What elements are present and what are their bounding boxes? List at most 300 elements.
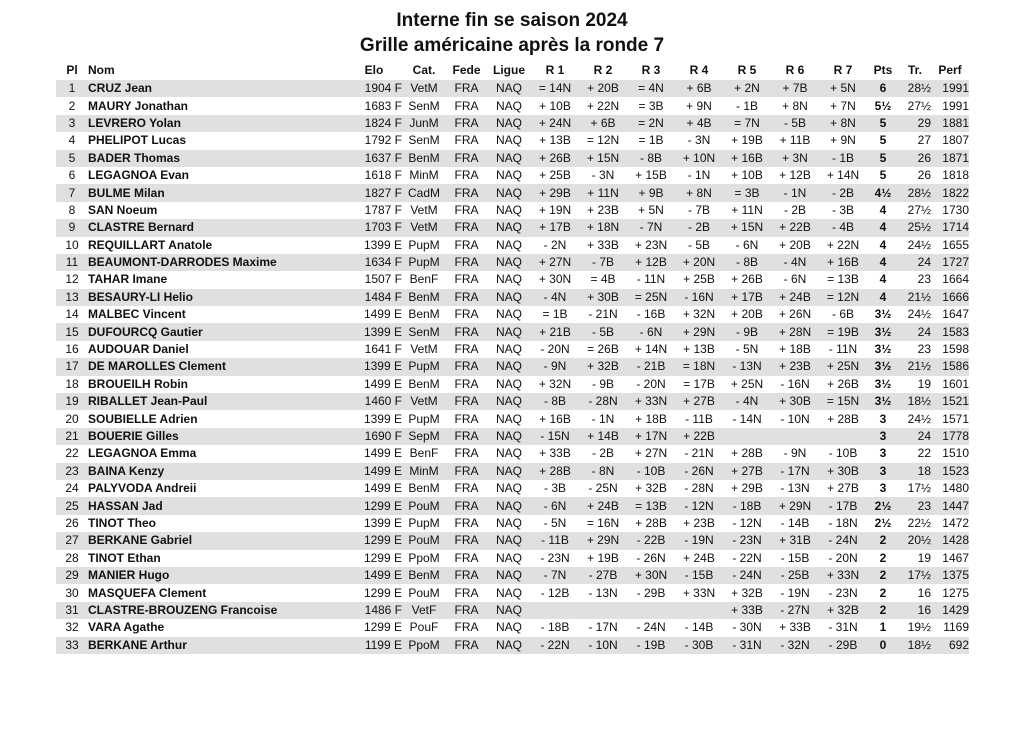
cell-nom: LEVRERO Yolan <box>88 115 346 132</box>
cell-r1: + 27N <box>531 254 579 271</box>
cell-fede: FRA <box>446 497 487 514</box>
cell-r3: = 25N <box>627 289 675 306</box>
cell-r7: + 26B <box>827 376 859 391</box>
cell-cat: VetM <box>410 202 438 217</box>
cell-r1: - 12B <box>540 585 570 600</box>
cell-r6: - 19N <box>780 585 810 600</box>
cell-r5: + 29B <box>731 481 763 496</box>
table-row <box>56 428 969 445</box>
cell-pts: 4 <box>867 289 899 306</box>
cell-r6: + 18B <box>779 342 811 357</box>
cell-r6: - 13N <box>780 481 810 496</box>
cell-r4: + 6B <box>675 80 723 97</box>
cell-fede: FRA <box>446 254 487 271</box>
cell-cat: PupM <box>408 411 440 426</box>
cell-elo: 1399 E <box>363 515 402 530</box>
cell-ligue: NAQ <box>487 254 531 271</box>
cell-r7: = 19B <box>819 323 867 340</box>
cell-pts: 4 <box>879 272 887 287</box>
header-r4: R 4 <box>689 63 709 77</box>
table-row <box>56 637 969 654</box>
cell-r3: - 6N <box>627 323 675 340</box>
cell-r3: - 11N <box>636 272 666 287</box>
cell-pts: 0 <box>867 637 899 654</box>
cell-elo: 1792 F <box>364 133 402 148</box>
cell-ligue: NAQ <box>487 428 531 445</box>
cell-r2: + 29N <box>579 532 627 549</box>
cell-ligue: NAQ <box>487 358 531 375</box>
header-pl: Pl <box>66 63 78 77</box>
cell-nom: PALYVODA Andreii <box>88 481 197 496</box>
cell-fede: FRA <box>454 98 479 113</box>
cell-ligue: NAQ <box>495 237 522 252</box>
cell-fede: FRA <box>454 481 479 496</box>
cell-r6: - 16N <box>780 376 810 391</box>
cell-cat: PpoM <box>408 550 440 565</box>
cell-nom: CLASTRE Bernard <box>88 219 346 236</box>
cell-pl: 9 <box>56 219 88 236</box>
cell-perf: 1991 <box>931 80 969 97</box>
cell-elo: 1484 F <box>346 289 402 306</box>
cell-r6: + 28N <box>771 323 819 340</box>
cell-pts: 3 <box>879 446 887 461</box>
cell-r5: - 23N <box>723 532 771 549</box>
cell-tr: 23 <box>917 342 931 357</box>
cell-nom: BULME Milan <box>88 184 346 201</box>
cell-cat: VetM <box>402 80 446 97</box>
cell-r1: + 33B <box>539 446 571 461</box>
cell-r5: - 1B <box>735 98 758 113</box>
cell-r5: - 14N <box>732 411 762 426</box>
cell-r3: - 19B <box>627 637 675 654</box>
cell-ligue: NAQ <box>487 184 531 201</box>
cell-nom: BERKANE Arthur <box>88 637 346 654</box>
cell-perf: 1714 <box>931 219 969 236</box>
cell-perf: 1523 <box>931 463 969 480</box>
cell-pts: 1 <box>879 620 887 635</box>
cell-pl: 24 <box>65 481 79 496</box>
cell-pts: 5 <box>867 150 899 167</box>
cell-r4: + 24B <box>683 550 715 565</box>
cell-elo: 1499 E <box>363 446 402 461</box>
cell-r3: - 21B <box>627 358 675 375</box>
cell-r2: - 9B <box>591 376 614 391</box>
cell-pl: 5 <box>56 150 88 167</box>
cell-pl: 16 <box>65 342 79 357</box>
cell-r6: - 15B <box>780 550 810 565</box>
cell-pl: 19 <box>56 393 88 410</box>
cell-ligue: NAQ <box>487 532 531 549</box>
cell-ligue: NAQ <box>487 463 531 480</box>
cell-pl: 21 <box>56 428 88 445</box>
cell-perf: 1822 <box>931 184 969 201</box>
cell-nom: DUFOURCQ Gautier <box>88 323 346 340</box>
cell-r3: + 5N <box>638 202 664 217</box>
table-row <box>56 515 969 532</box>
cell-tr: 19½ <box>907 620 931 635</box>
cell-r6: + 23B <box>771 358 819 375</box>
cell-r4: + 29N <box>675 323 723 340</box>
cell-r7: + 8N <box>819 115 867 132</box>
cell-perf: 1598 <box>942 342 969 357</box>
cell-r5: - 31N <box>723 637 771 654</box>
cell-r7: + 14N <box>826 168 860 183</box>
cell-r4 <box>675 602 723 619</box>
cell-tr: 16 <box>899 602 931 619</box>
table-row <box>56 323 969 340</box>
cell-r4: + 22B <box>675 428 723 445</box>
table-row <box>56 184 969 201</box>
cell-nom: AUDOUAR Daniel <box>88 342 189 357</box>
table-row <box>56 80 969 97</box>
cell-r3: = 1B <box>638 133 664 148</box>
cell-perf: 1727 <box>931 254 969 271</box>
cell-r1: - 22N <box>531 637 579 654</box>
cell-r4: + 25B <box>683 272 715 287</box>
cell-tr: 16 <box>917 585 931 600</box>
cell-r5: - 13N <box>723 358 771 375</box>
cell-nom: BADER Thomas <box>88 150 346 167</box>
cell-nom: MASQUEFA Clement <box>88 585 207 600</box>
cell-r4: + 33N <box>682 585 716 600</box>
cell-r5: - 12N <box>732 515 762 530</box>
cell-perf: 1778 <box>931 428 969 445</box>
cell-tr: 24½ <box>907 411 931 426</box>
cell-r2: + 19B <box>587 550 619 565</box>
cell-r1: + 28B <box>531 463 579 480</box>
header-r2: R 2 <box>593 63 613 77</box>
cell-r3: + 30N <box>627 567 675 584</box>
cell-r4: + 32N <box>682 307 716 322</box>
cell-r3: - 16B <box>636 307 666 322</box>
cell-r3: = 2N <box>627 115 675 132</box>
cell-pl: 22 <box>65 446 79 461</box>
header-elo: Elo <box>364 63 384 77</box>
table-row <box>56 289 969 306</box>
cell-r6: - 6N <box>783 272 807 287</box>
cell-perf: 692 <box>931 637 969 654</box>
cell-pl: 4 <box>68 133 76 148</box>
cell-fede: FRA <box>446 115 487 132</box>
table-row <box>56 115 969 132</box>
cell-r7: + 22N <box>826 237 860 252</box>
cell-pts: 3½ <box>867 358 899 375</box>
cell-r3: = 4N <box>627 80 675 97</box>
cell-r1: + 25B <box>539 168 571 183</box>
cell-pts: 4 <box>879 237 887 252</box>
cell-cat: JunM <box>402 115 446 132</box>
cell-cat: PouF <box>409 620 439 635</box>
header-r6: R 6 <box>785 63 805 77</box>
cell-tr: 26 <box>917 168 931 183</box>
cell-pts: 2½ <box>867 497 899 514</box>
cell-elo: 1683 F <box>364 98 402 113</box>
cell-r1: - 18B <box>540 620 570 635</box>
cell-tr: 23 <box>899 497 931 514</box>
table-row <box>56 97 969 114</box>
cell-fede: FRA <box>454 342 479 357</box>
cell-r1: - 2N <box>543 237 567 252</box>
cell-ligue: NAQ <box>487 219 531 236</box>
cell-r1: + 10B <box>539 98 571 113</box>
cell-fede: FRA <box>454 446 479 461</box>
cell-ligue: NAQ <box>495 481 522 496</box>
cell-r4: + 4B <box>675 115 723 132</box>
cell-r1: - 15N <box>531 428 579 445</box>
table-row <box>56 341 969 358</box>
cell-ligue: NAQ <box>495 272 522 287</box>
cell-r1 <box>531 602 579 619</box>
cell-elo: 1460 F <box>346 393 402 410</box>
cell-pl: 1 <box>56 80 88 97</box>
cell-nom: BERKANE Gabriel <box>88 532 346 549</box>
cell-perf: 1571 <box>942 411 969 426</box>
cell-fede: FRA <box>446 463 487 480</box>
cell-r6: - 17N <box>771 463 819 480</box>
table-row <box>56 393 969 410</box>
cell-cat: CadM <box>402 184 446 201</box>
cell-r2: - 2B <box>591 446 614 461</box>
cell-fede: FRA <box>454 272 479 287</box>
cell-nom: BESAURY-LI Helio <box>88 289 346 306</box>
cell-r2: - 5B <box>579 323 627 340</box>
cell-elo: 1499 E <box>363 307 402 322</box>
header-cat: Cat. <box>412 63 436 77</box>
header-tr: Tr. <box>907 63 922 77</box>
cell-r7: - 20N <box>828 550 858 565</box>
cell-r4: + 10N <box>675 150 723 167</box>
cell-ligue: NAQ <box>487 289 531 306</box>
cell-r4: - 26N <box>675 463 723 480</box>
cell-elo: 1641 F <box>364 342 402 357</box>
cell-r2: + 15N <box>579 150 627 167</box>
header-r5: R 5 <box>737 63 757 77</box>
cell-elo: 1299 E <box>363 550 402 565</box>
cell-r6: + 11B <box>779 133 811 148</box>
cell-fede: FRA <box>454 515 479 530</box>
cell-r7: - 6B <box>831 307 854 322</box>
cell-tr: 21½ <box>899 358 931 375</box>
cell-pl: 15 <box>56 323 88 340</box>
standings-table <box>56 60 969 654</box>
cell-perf: 1666 <box>931 289 969 306</box>
cell-elo: 1499 E <box>346 463 402 480</box>
cell-r2: - 13N <box>588 585 618 600</box>
cell-perf: 1991 <box>942 98 969 113</box>
cell-perf: 1818 <box>942 168 969 183</box>
cell-cat: BenM <box>408 376 440 391</box>
cell-r6: - 9N <box>783 446 807 461</box>
cell-r3: + 9B <box>627 184 675 201</box>
cell-elo: 1637 F <box>346 150 402 167</box>
cell-r6: + 30B <box>771 393 819 410</box>
cell-r7: + 5N <box>819 80 867 97</box>
cell-r1: - 23N <box>540 550 570 565</box>
cell-pts: 5½ <box>874 98 892 113</box>
cell-fede: FRA <box>454 585 479 600</box>
cell-ligue: NAQ <box>495 307 522 322</box>
cell-r7: - 3B <box>831 202 854 217</box>
cell-perf: 1586 <box>931 358 969 375</box>
cell-pl: 17 <box>56 358 88 375</box>
cell-r6: - 5B <box>771 115 819 132</box>
cell-r1: + 24N <box>531 115 579 132</box>
cell-tr: 27½ <box>907 98 931 113</box>
cell-r5: + 10B <box>731 168 763 183</box>
table-row <box>56 167 969 184</box>
cell-nom: TAHAR Imane <box>88 272 168 287</box>
cell-pl: 28 <box>65 550 79 565</box>
cell-r3: + 12B <box>627 254 675 271</box>
cell-r7: = 12N <box>819 289 867 306</box>
header-pts: Pts <box>873 63 893 77</box>
table-row <box>56 602 969 619</box>
cell-r4: - 5B <box>687 237 710 252</box>
cell-r7: - 1B <box>819 150 867 167</box>
cell-pl: 25 <box>56 497 88 514</box>
cell-cat: SenM <box>402 323 446 340</box>
cell-cat: PupM <box>402 254 446 271</box>
cell-r3: + 14N <box>634 342 668 357</box>
cell-r1: = 14N <box>531 80 579 97</box>
cell-fede: FRA <box>446 428 487 445</box>
cell-cat: PupM <box>408 237 440 252</box>
cell-r1: + 17B <box>531 219 579 236</box>
cell-r3: + 23N <box>634 237 668 252</box>
cell-tr: 24½ <box>907 307 931 322</box>
cell-ligue: NAQ <box>495 585 522 600</box>
cell-elo: 1499 E <box>346 567 402 584</box>
header-row <box>56 60 969 80</box>
cell-elo: 1399 E <box>363 237 402 252</box>
cell-r5: + 15N <box>723 219 771 236</box>
cell-fede: FRA <box>446 637 487 654</box>
cell-nom: SOUBIELLE Adrien <box>88 411 198 426</box>
cell-nom: MALBEC Vincent <box>88 307 186 322</box>
cell-r2: - 10N <box>579 637 627 654</box>
cell-r1: + 30N <box>538 272 572 287</box>
table-row <box>56 567 969 584</box>
cell-r6: + 29N <box>771 497 819 514</box>
cell-ligue: NAQ <box>495 202 522 217</box>
cell-r7: + 32B <box>819 602 867 619</box>
cell-r5: + 16B <box>723 150 771 167</box>
cell-r4: - 2B <box>675 219 723 236</box>
cell-ligue: NAQ <box>487 602 531 619</box>
cell-perf: 1881 <box>931 115 969 132</box>
cell-cat: VetM <box>410 342 438 357</box>
cell-r2: - 21N <box>588 307 618 322</box>
header-fede: Fede <box>452 63 481 77</box>
cell-r7: - 31N <box>828 620 858 635</box>
cell-pl: 29 <box>56 567 88 584</box>
cell-r7: - 23N <box>828 585 858 600</box>
cell-r2: + 14B <box>579 428 627 445</box>
cell-r3: + 18B <box>635 411 667 426</box>
cell-perf: 1664 <box>942 272 969 287</box>
cell-r4: + 27B <box>675 393 723 410</box>
cell-r7: + 33N <box>819 567 867 584</box>
cell-pts: 4 <box>867 219 899 236</box>
cell-perf: 1807 <box>942 133 969 148</box>
cell-tr: 18½ <box>899 637 931 654</box>
cell-r2: + 33B <box>587 237 619 252</box>
cell-nom: REQUILLART Anatole <box>88 237 213 252</box>
cell-r7: - 17B <box>819 497 867 514</box>
cell-r6: + 7B <box>771 80 819 97</box>
cell-tr: 25½ <box>899 219 931 236</box>
cell-r5: - 18B <box>723 497 771 514</box>
table-row <box>56 497 969 514</box>
cell-r3: + 17N <box>627 428 675 445</box>
cell-r1: - 5N <box>543 515 567 530</box>
cell-r4: - 1N <box>687 168 711 183</box>
cell-cat: PouM <box>402 497 446 514</box>
cell-fede: FRA <box>446 80 487 97</box>
cell-r2: + 6B <box>579 115 627 132</box>
header-ligue: Ligue <box>493 63 525 77</box>
cell-pl: 27 <box>56 532 88 549</box>
cell-cat: BenF <box>409 272 439 287</box>
cell-r4: = 18N <box>675 358 723 375</box>
cell-r1: + 32N <box>538 376 572 391</box>
table-body <box>56 80 969 654</box>
cell-r2: + 24B <box>579 497 627 514</box>
cell-r2: + 20B <box>579 80 627 97</box>
cell-pl: 8 <box>68 202 76 217</box>
cell-nom: BOUERIE Gilles <box>88 428 346 445</box>
cell-nom: TINOT Ethan <box>88 550 161 565</box>
cell-pts: 4 <box>867 254 899 271</box>
cell-r7: - 2B <box>819 184 867 201</box>
cell-r4: - 16N <box>675 289 723 306</box>
cell-r5: + 32B <box>731 585 763 600</box>
cell-perf: 1472 <box>942 515 969 530</box>
cell-tr: 18½ <box>899 393 931 410</box>
cell-r7: = 13B <box>827 272 859 287</box>
cell-pts: 3 <box>867 463 899 480</box>
cell-nom: VARA Agathe <box>88 620 165 635</box>
cell-r3: - 26N <box>636 550 666 565</box>
cell-r5: - 4N <box>723 393 771 410</box>
cell-fede: FRA <box>454 133 479 148</box>
cell-cat: SenM <box>408 98 440 113</box>
cell-r6: + 3N <box>771 150 819 167</box>
header-perf: Perf <box>938 63 962 77</box>
cell-tr: 24 <box>899 428 931 445</box>
table-row <box>56 376 969 393</box>
cell-r5: = 7N <box>723 115 771 132</box>
cell-cat: BenM <box>402 289 446 306</box>
cell-cat: SepM <box>402 428 446 445</box>
cell-r2: = 12N <box>586 133 620 148</box>
tournament-title: Interne fin se saison 2024 <box>396 10 628 31</box>
cell-cat: VetM <box>402 219 446 236</box>
cell-elo: 1507 F <box>364 272 402 287</box>
table-row <box>56 358 969 375</box>
cell-r7: - 24N <box>819 532 867 549</box>
cell-tr: 22½ <box>907 515 931 530</box>
cell-elo: 1299 E <box>346 497 402 514</box>
table-row <box>56 410 969 427</box>
cell-r6: + 20B <box>779 237 811 252</box>
cell-pts: 2 <box>879 550 887 565</box>
cell-tr: 24 <box>899 323 931 340</box>
cell-elo: 1299 E <box>363 585 402 600</box>
cell-perf: 1647 <box>942 307 969 322</box>
cell-pts: 5 <box>879 168 887 183</box>
cell-r2: - 3N <box>591 168 615 183</box>
